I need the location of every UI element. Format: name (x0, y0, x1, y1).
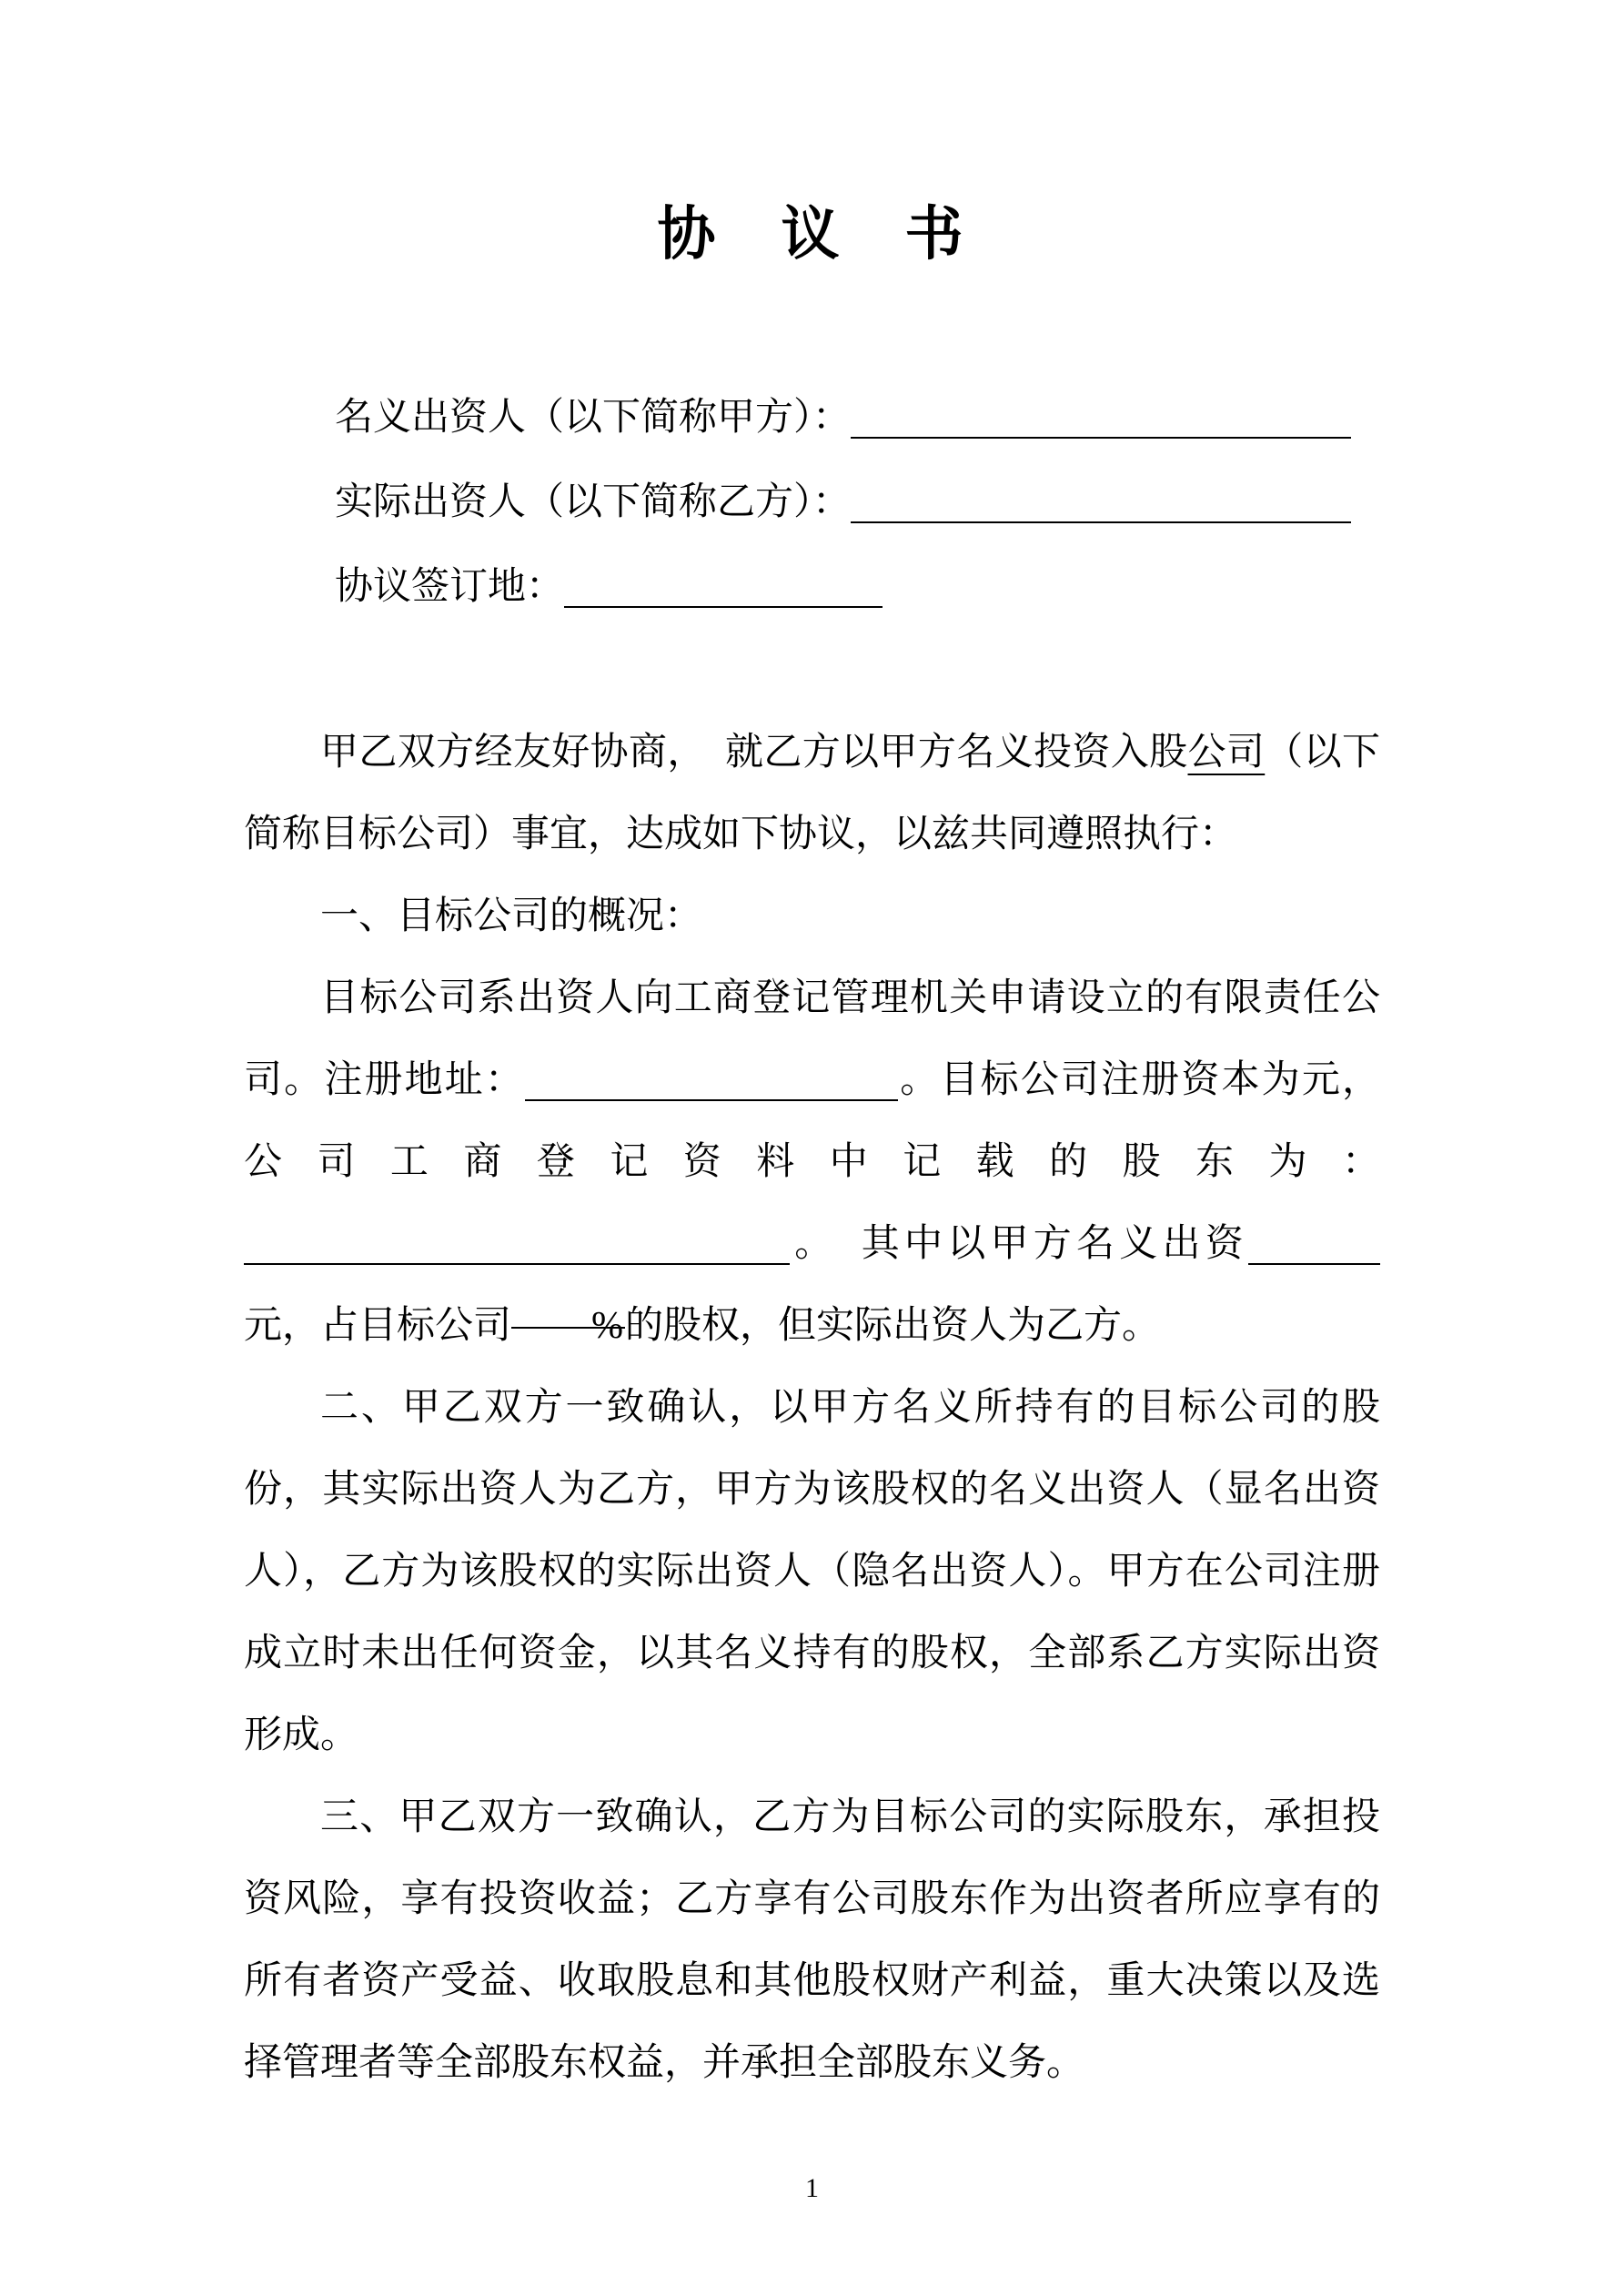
registered-address-blank[interactable] (525, 1057, 898, 1101)
page-title: 协 议 书 (657, 202, 967, 267)
intro-paragraph (244, 712, 1380, 875)
equity-percent-blank[interactable] (511, 1285, 625, 1347)
percent-sign: % (591, 1305, 624, 1347)
field-row-sign-place (335, 545, 1380, 630)
party-b-input-line[interactable] (851, 480, 1351, 523)
party-a-input-line[interactable] (851, 395, 1351, 439)
section1-heading: 一、目标公司的概况： (320, 895, 703, 937)
section1-text-5: 的股权，但实际出资人为乙方。 (625, 1305, 1161, 1347)
contribution-amount-blank[interactable] (1248, 1221, 1380, 1265)
sign-place-label: 协议签订地： (335, 566, 565, 608)
company-name-blank[interactable]: 公司 (1187, 732, 1266, 774)
field-row-party-a (335, 376, 1380, 460)
party-b-label: 实际出资人（以下简称乙方）： (335, 481, 852, 523)
section2-paragraph: 二、甲乙双方一致确认，以甲方名义所持有的目标公司的股份，其实际出资人为乙方，甲方为该股权的名义出资人（显名出资人），乙方为该股权的实际出资人（隐名出资人）。甲方在公司注册成立时未出任何资金，以其名义持有的股权，全部系乙方实际出资形成。 (244, 1387, 1380, 1756)
sign-place-input-line[interactable] (564, 564, 883, 608)
registered-shareholders-blank[interactable] (244, 1221, 790, 1265)
document-body (244, 712, 1380, 2104)
section1-paragraph (244, 957, 1380, 1367)
section3-paragraph: 三、甲乙双方一致确认，乙方为目标公司的实际股东，承担投资风险，享有投资收益；乙方享有公司股东作为出资者所应享有的所有者资产受益、收取股息和其他股权财产利益，重大决策以及选择管理者等全部股东权益，并承担全部股东义务。 (244, 1796, 1380, 2084)
field-row-party-b (335, 460, 1380, 545)
section1-text-3: 。 其中以甲方名义出资 (790, 1223, 1248, 1265)
intro-text-2: （以下简称目标公司）事宜，达成如下协议，以兹共同遵照执行： (244, 732, 1380, 855)
section1-text-2: 。目标公司注册资本为元，公司工商登记资料中记载的股东为： (244, 1059, 1380, 1183)
intro-text-1: 甲乙双方经友好协商， 就乙方以甲方名义投资入股 (320, 732, 1188, 774)
page-number: 1 (805, 2173, 819, 2203)
party-a-label: 名义出资人（以下简称甲方）： (335, 397, 852, 439)
header-fields (244, 376, 1380, 630)
section1-text-1: 目标公司系出资人向工商登记管理机关申请设立的有限责任公司。注册地址： (244, 977, 1380, 1101)
section1-text-4: 元，占目标公司 (244, 1305, 512, 1347)
